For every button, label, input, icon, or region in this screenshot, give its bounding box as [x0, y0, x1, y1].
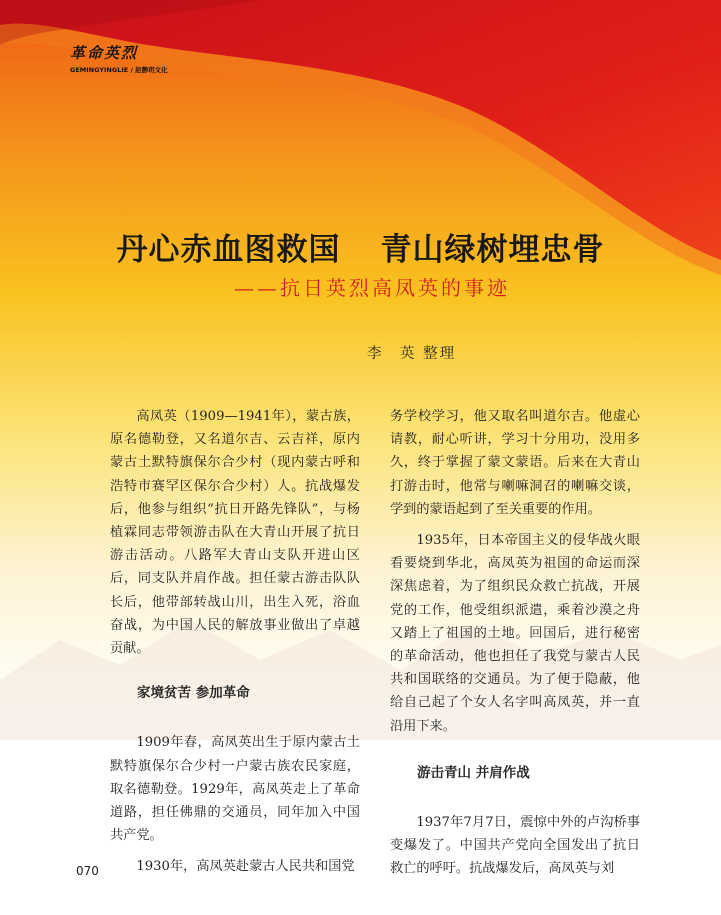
section-heading-2: 游击青山 并肩作战	[417, 764, 530, 781]
intro-paragraph: 高凤英（1909—1941年），蒙古族，原名德勒登，又名道尔吉、云吉祥，原内蒙古土默特旗保尔合少村（现内蒙古呼和浩特市赛罕区保尔合少村）人。抗战爆发后，他参与组织“抗日开路先锋队”，与杨植霖同志带领游击队在大青山开展了抗日游击活动。八路军大青山支队开进山区后，同支队并肩作战。担任蒙古游击队队长后，他带部转战山川，出生入死，浴血奋战，为中国人民的解放事业做出了卓越贡献。	[110, 409, 360, 657]
section-heading-1: 家境贫苦 参加革命	[137, 685, 250, 702]
paragraph: 1937年7月7日，震惊中外的卢沟桥事变爆发了。中国共产党向全国发出了抗日救亡的呼吁。抗战爆发后，高凤英与刘	[390, 815, 640, 877]
column-sub: 赵静玥文化	[135, 66, 168, 74]
column-separator: /	[130, 66, 133, 74]
body-column-left	[110, 405, 360, 879]
paragraph: 1935年，日本帝国主义的侵华战火眼看要烧到华北，高凤英为祖国的命运而深深焦虑着，为了组织民众救亡抗战，开展党的工作，他受组织派遣，乘着沙漠之舟又踏上了祖国的土地。回国后，进行秘密的革命活动，他也担任了我党与蒙古人民共和国联络的交通员。为了便于隐蔽，他给自己起了个女人名字叫高凤英，并一直沿用下来。	[390, 533, 640, 734]
article-subtitle: ——抗日英烈高凤英的事迹	[234, 276, 510, 300]
page-number: 070	[76, 864, 99, 878]
column-subline	[70, 65, 168, 74]
paragraph: 1930年，高凤英赴蒙古人民共和国党	[136, 859, 355, 875]
author-line: 李 英 整理	[367, 346, 457, 362]
title-part1: 丹心赤血图救国	[116, 232, 341, 268]
column-header	[70, 42, 168, 74]
paragraph: 务学校学习，他又取名叫道尔吉。他虚心请教，耐心听讲，学习十分用功，没用多久，终于掌握了蒙文蒙语。后来在大青山打游击时，他常与喇嘛洞召的喇嘛交谈，学到的蒙语起到了至关重要的作用。	[390, 409, 640, 517]
title-part2: 青山绿树埋忠骨	[380, 232, 605, 268]
column-pinyin: GEMINGYINGLIE	[70, 66, 129, 74]
column-title: 革命英烈	[70, 44, 139, 62]
article-title	[0, 224, 721, 269]
body-column-right	[390, 405, 640, 881]
paragraph: 1909年春，高凤英出生于原内蒙古土默特旗保尔合少村一户蒙古族农民家庭，取名德勒登。1929年，高凤英走上了革命道路，担任佛鼎的交通员，同年加入中国共产党。	[110, 735, 360, 844]
